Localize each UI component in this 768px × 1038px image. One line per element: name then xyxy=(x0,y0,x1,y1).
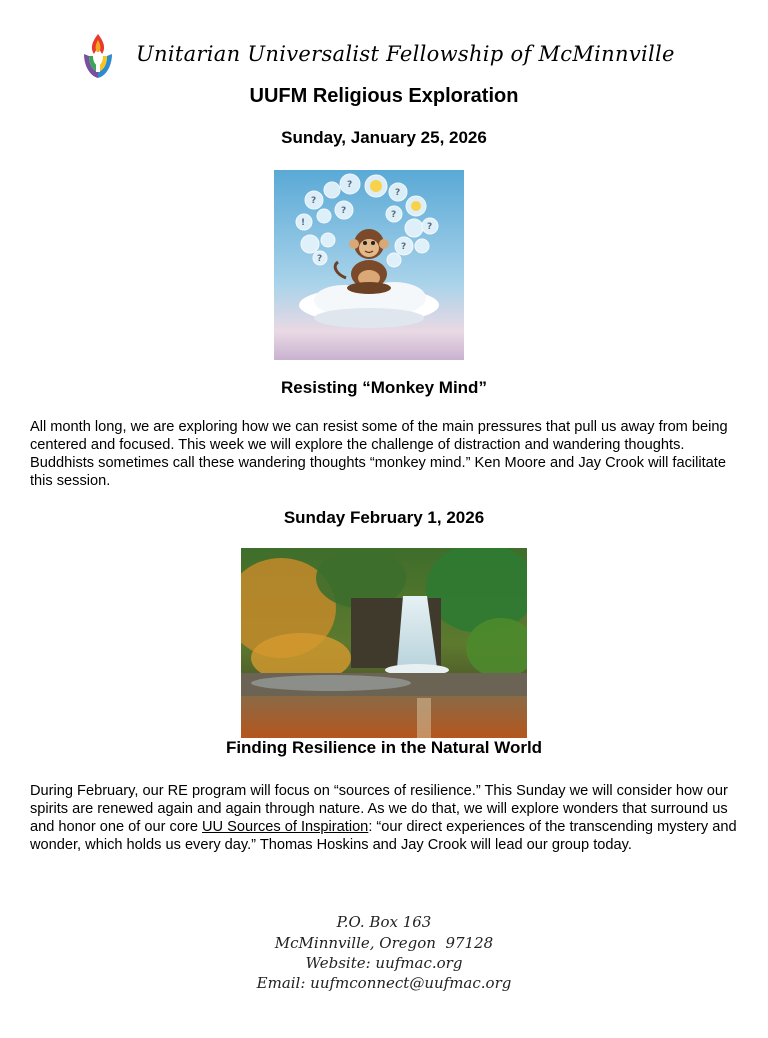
monkey-mind-image xyxy=(274,170,464,360)
svg-text:?: ? xyxy=(401,242,407,252)
svg-text:?: ? xyxy=(347,180,353,190)
organization-name: Unitarian Universalist Fellowship of McMinnville xyxy=(136,42,675,66)
session1-description: All month long, we are exploring how we can resist some of the main pressures that pull us away from being centered and focused. This week we will explore the challenge of distraction and wandering thoughts. Buddhists sometimes call these wandering thoughts “monkey mind.” Ken Moore and Jay Crook will facilitate this session. xyxy=(30,419,728,489)
waterfall-image xyxy=(241,548,527,738)
footer-website: Website: uufmac.org xyxy=(305,954,463,972)
svg-text:?: ? xyxy=(391,210,397,220)
session2-date: Sunday February 1, 2026 xyxy=(283,508,485,527)
session2-title: Finding Resilience in the Natural World xyxy=(225,738,543,757)
flaming-chalice-icon xyxy=(80,32,116,80)
footer-po-box: P.O. Box 163 xyxy=(336,913,432,931)
svg-text:!: ! xyxy=(301,218,306,228)
svg-text:?: ? xyxy=(427,222,433,232)
session1-title: Resisting “Monkey Mind” xyxy=(281,378,487,397)
svg-text:?: ? xyxy=(311,196,317,206)
session1-date: Sunday, January 25, 2026 xyxy=(281,128,487,147)
svg-text:?: ? xyxy=(317,254,323,264)
uu-sources-link[interactable]: UU Sources of Inspiration xyxy=(202,819,369,835)
session2-body-start: During February, our RE program will focus on “sources of resilience.” This Sunday we will consider how our spirits are renewed again and again through nature. As we do that, we will explore wonders that surround us and honor one of our core xyxy=(30,783,728,835)
session2-body-end: : “our direct experiences of the transcending mystery and wonder, which holds us every day.” Thomas Hoskins and Jay Crook will lead our group today. xyxy=(30,819,737,853)
svg-text:?: ? xyxy=(395,188,401,198)
program-title: UUFM Religious Exploration xyxy=(249,85,519,107)
footer-email: Email: uufmconnect@uufmac.org xyxy=(256,974,512,992)
session2-description xyxy=(30,782,742,854)
footer-city: McMinnville, Oregon 97128 xyxy=(274,934,494,952)
svg-text:?: ? xyxy=(341,206,347,216)
